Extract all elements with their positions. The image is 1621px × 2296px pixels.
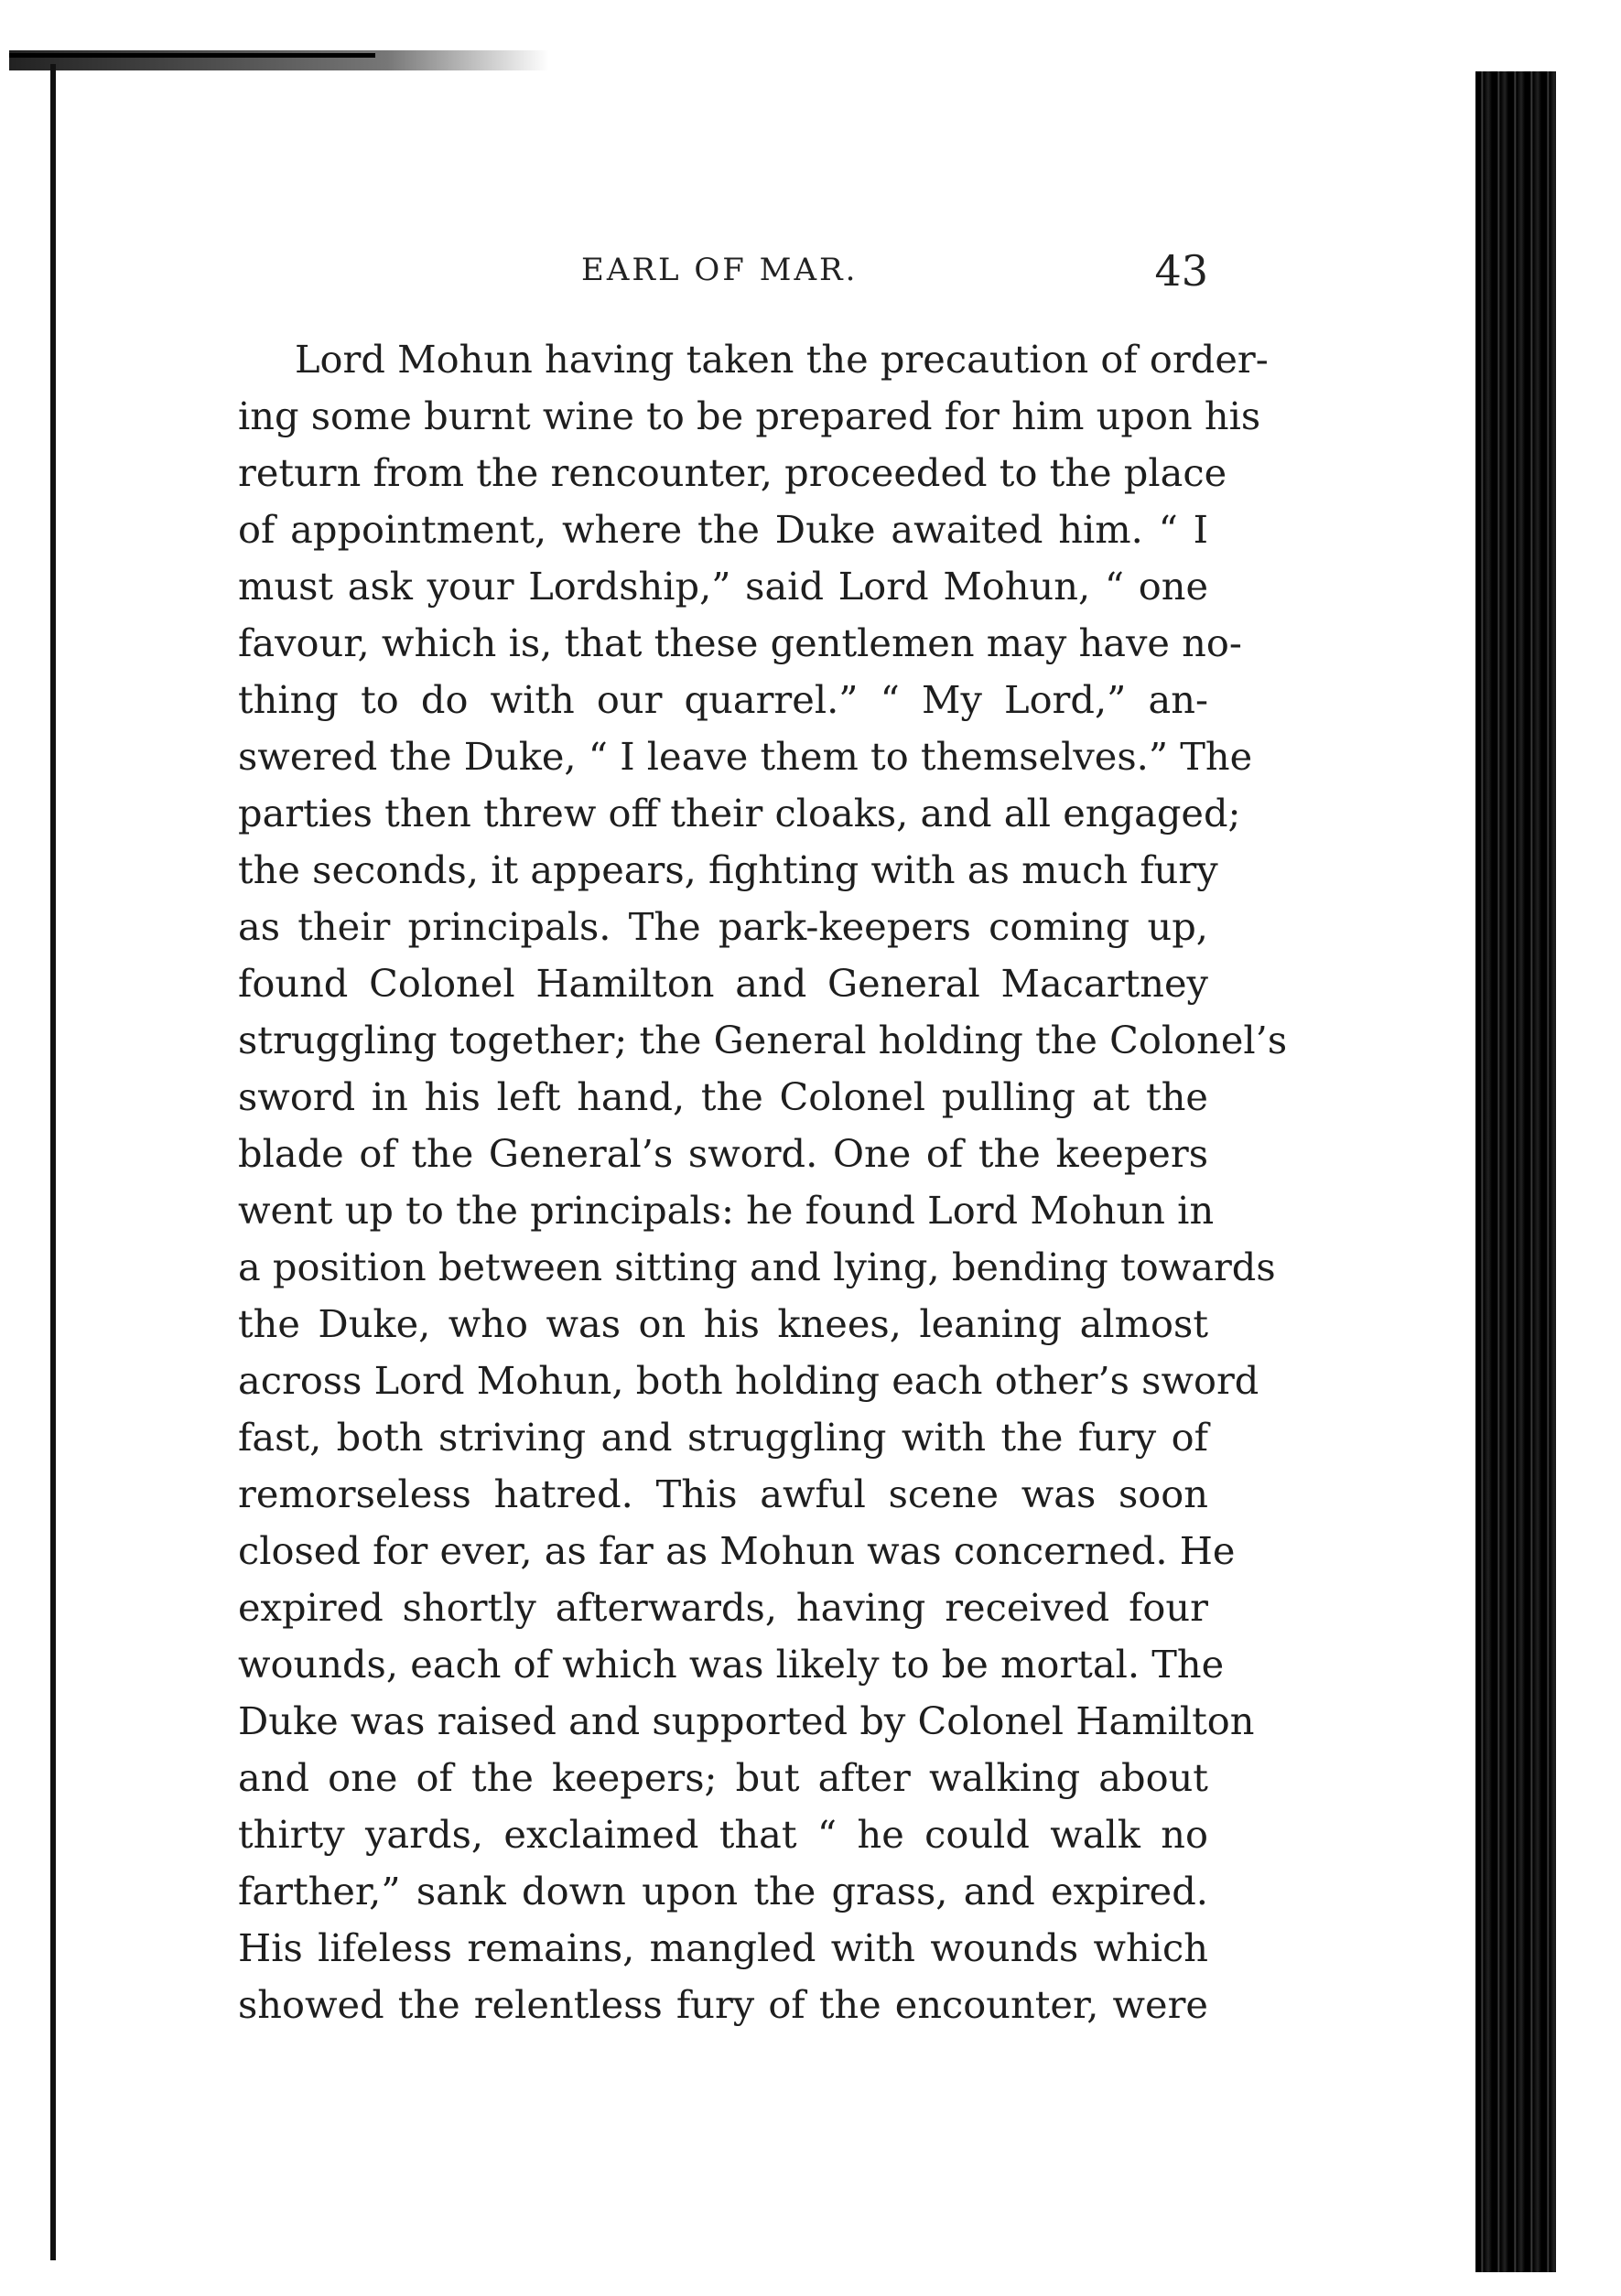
- text-line: across Lord Mohun, both holding each other’s sword: [238, 1358, 1259, 1403]
- text-line: Duke was raised and supported by Colonel Hamilton: [238, 1698, 1255, 1743]
- text-line: struggling together; the General holding the Colonel’s: [238, 1018, 1288, 1062]
- scan-left-binding-edge: [50, 64, 56, 2260]
- text-line: fast, both striving and struggling with the fury of: [238, 1415, 1208, 1460]
- text-line: thing to do with our quarrel.” “ My Lord,” an-: [238, 677, 1208, 722]
- text-line: parties then threw off their cloaks, and all engaged;: [238, 791, 1241, 835]
- running-head-title: EARL OF MAR.: [581, 252, 859, 288]
- text-line: remorseless hatred. This awful scene was soon: [238, 1471, 1208, 1516]
- text-line: the Duke, who was on his knees, leaning almost: [238, 1301, 1208, 1346]
- text-line: went up to the principals: he found Lord Mohun in: [238, 1188, 1215, 1233]
- text-line: Lord Mohun having taken the precaution of order-: [295, 337, 1269, 382]
- text-line: sword in his left hand, the Colonel pulling at the: [238, 1074, 1208, 1119]
- text-line: His lifeless remains, mangled with wounds which: [238, 1925, 1208, 1970]
- text-line: return from the rencounter, proceeded to the place: [238, 450, 1227, 495]
- text-line: thirty yards, exclaimed that “ he could walk no: [238, 1812, 1208, 1857]
- text-line: favour, which is, that these gentlemen may have no-: [238, 620, 1242, 665]
- text-line: ing some burnt wine to be prepared for him upon his: [238, 393, 1261, 438]
- text-line: blade of the General’s sword. One of the keepers: [238, 1131, 1208, 1176]
- text-line: showed the relentless fury of the encounter, were: [238, 1982, 1208, 2027]
- page-number: 43: [1154, 246, 1208, 296]
- text-line: and one of the keepers; but after walking about: [238, 1755, 1208, 1800]
- body-text: [238, 331, 1288, 2033]
- text-line: must ask your Lordship,” said Lord Mohun, “ one: [238, 564, 1208, 609]
- scan-right-page-stack: [1475, 71, 1556, 2272]
- text-line: the seconds, it appears, fighting with as much fury: [238, 847, 1218, 892]
- text-line: farther,” sank down upon the grass, and expired.: [238, 1869, 1208, 1913]
- text-line: closed for ever, as far as Mohun was concerned. He: [238, 1528, 1236, 1573]
- text-line: of appointment, where the Duke awaited him. “ I: [238, 507, 1208, 552]
- text-line: found Colonel Hamilton and General Macartney: [238, 961, 1208, 1006]
- text-line: expired shortly afterwards, having received four: [238, 1585, 1208, 1630]
- text-line: as their principals. The park-keepers coming up,: [238, 904, 1208, 949]
- text-line: swered the Duke, “ I leave them to themselves.” The: [238, 734, 1253, 779]
- running-head: [238, 246, 1208, 307]
- scan-top-rule: [9, 53, 375, 58]
- text-line: a position between sitting and lying, bending towards: [238, 1245, 1276, 1289]
- text-line: wounds, each of which was likely to be mortal. The: [238, 1642, 1225, 1687]
